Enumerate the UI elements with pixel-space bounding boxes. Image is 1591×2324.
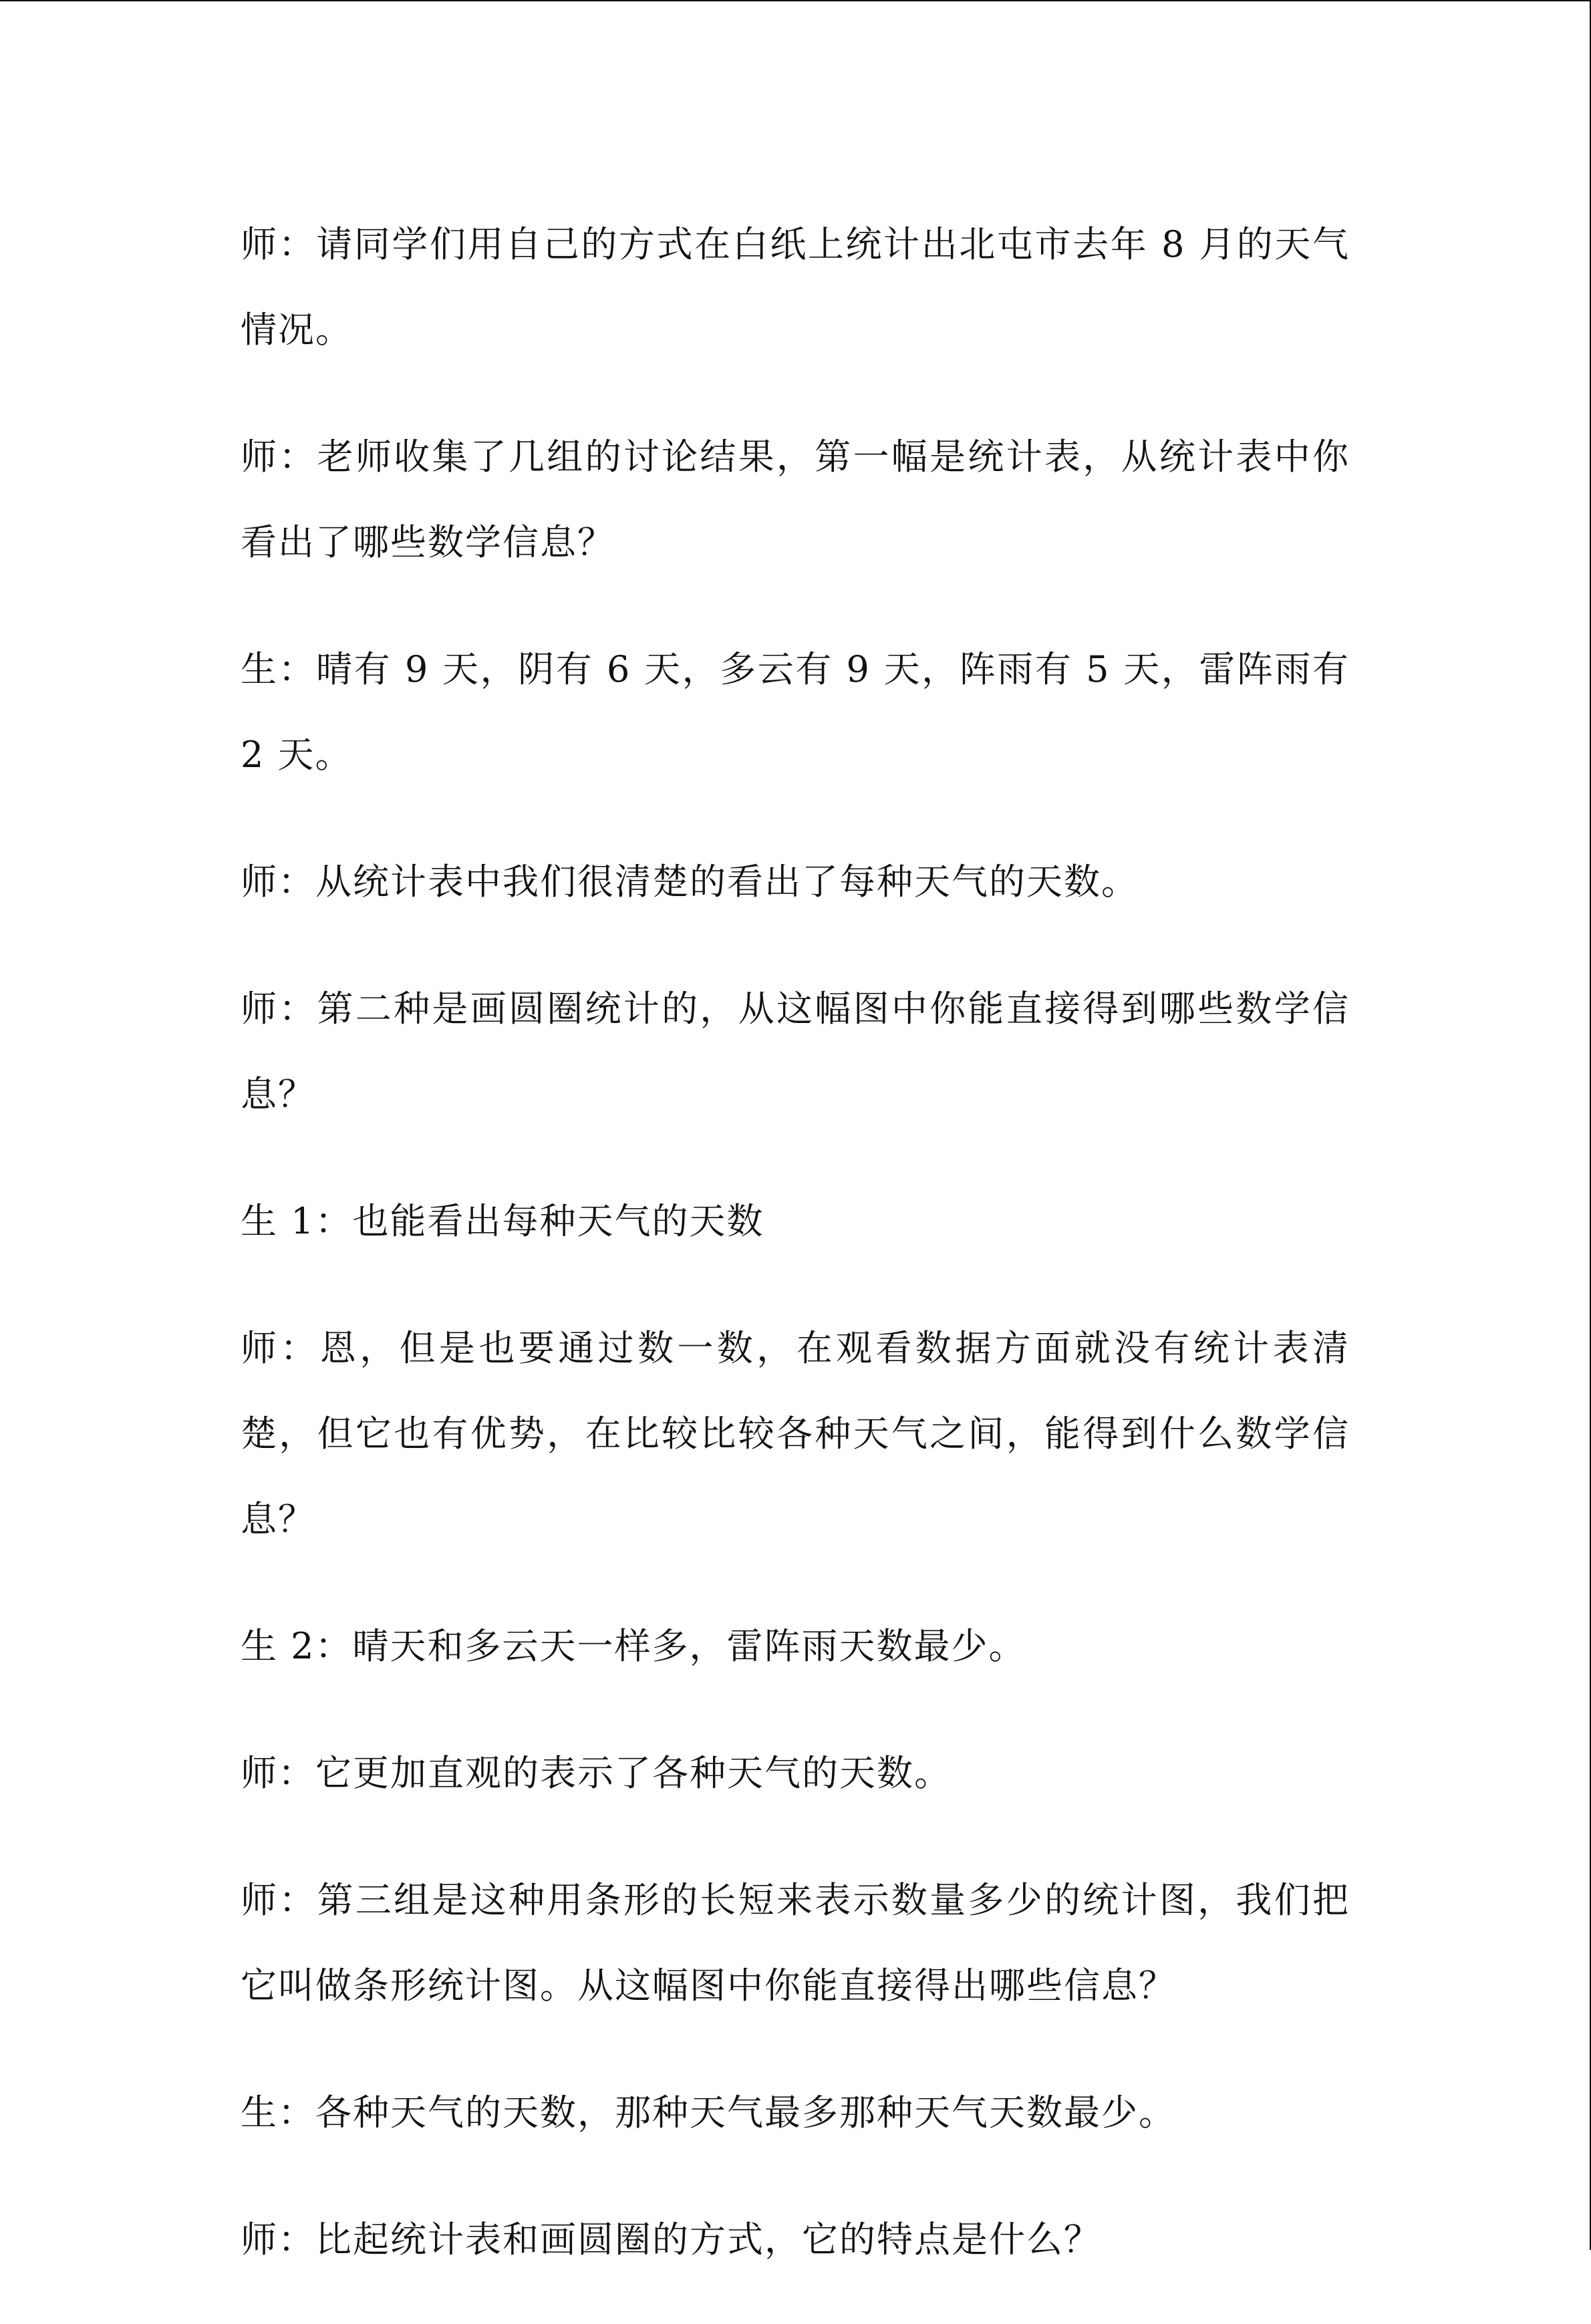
document-body: [241, 202, 1350, 2324]
paragraph: 生 1：也能看出每种天气的天数: [241, 1200, 764, 1242]
paragraph: 师：比起统计表和画圆圈的方式，它的特点是什么？: [241, 2218, 1101, 2261]
paragraph: 师：恩，但是也要通过数一数，在观看数据方面就没有统计表清楚，但它也有优势，在比较比较各种天气之间，能得到什么数学信息？: [241, 1327, 1350, 1540]
paragraph: 师：老师收集了几组的讨论结果，第一幅是统计表，从统计表中你看出了哪些数学信息？: [241, 436, 1350, 563]
paragraph: 师：请同学们用自己的方式在白纸上统计出北屯市去年 8 月的天气情况。: [241, 223, 1350, 351]
paragraph: 师：第二种是画圆圈统计的，从这幅图中你能直接得到哪些数学信息？: [241, 988, 1350, 1115]
paragraph: 生 2：晴天和多云天一样多，雷阵雨天数最少。: [241, 1625, 1026, 1667]
paragraph: 师：第三组是这种用条形的长短来表示数量多少的统计图，我们把它叫做条形统计图。从这幅图中你能直接得出哪些信息？: [241, 1879, 1350, 2007]
paragraph: 师：它更加直观的表示了各种天气的天数。: [241, 1752, 952, 1794]
paragraph: 师：从统计表中我们很清楚的看出了每种天气的天数。: [241, 861, 1139, 903]
paragraph: 生：晴有 9 天，阴有 6 天，多云有 9 天，阵雨有 5 天，雷阵雨有 2 天。: [241, 648, 1350, 776]
paragraph: 生：各种天气的天数，那种天气最多那种天气天数最少。: [241, 2091, 1176, 2134]
